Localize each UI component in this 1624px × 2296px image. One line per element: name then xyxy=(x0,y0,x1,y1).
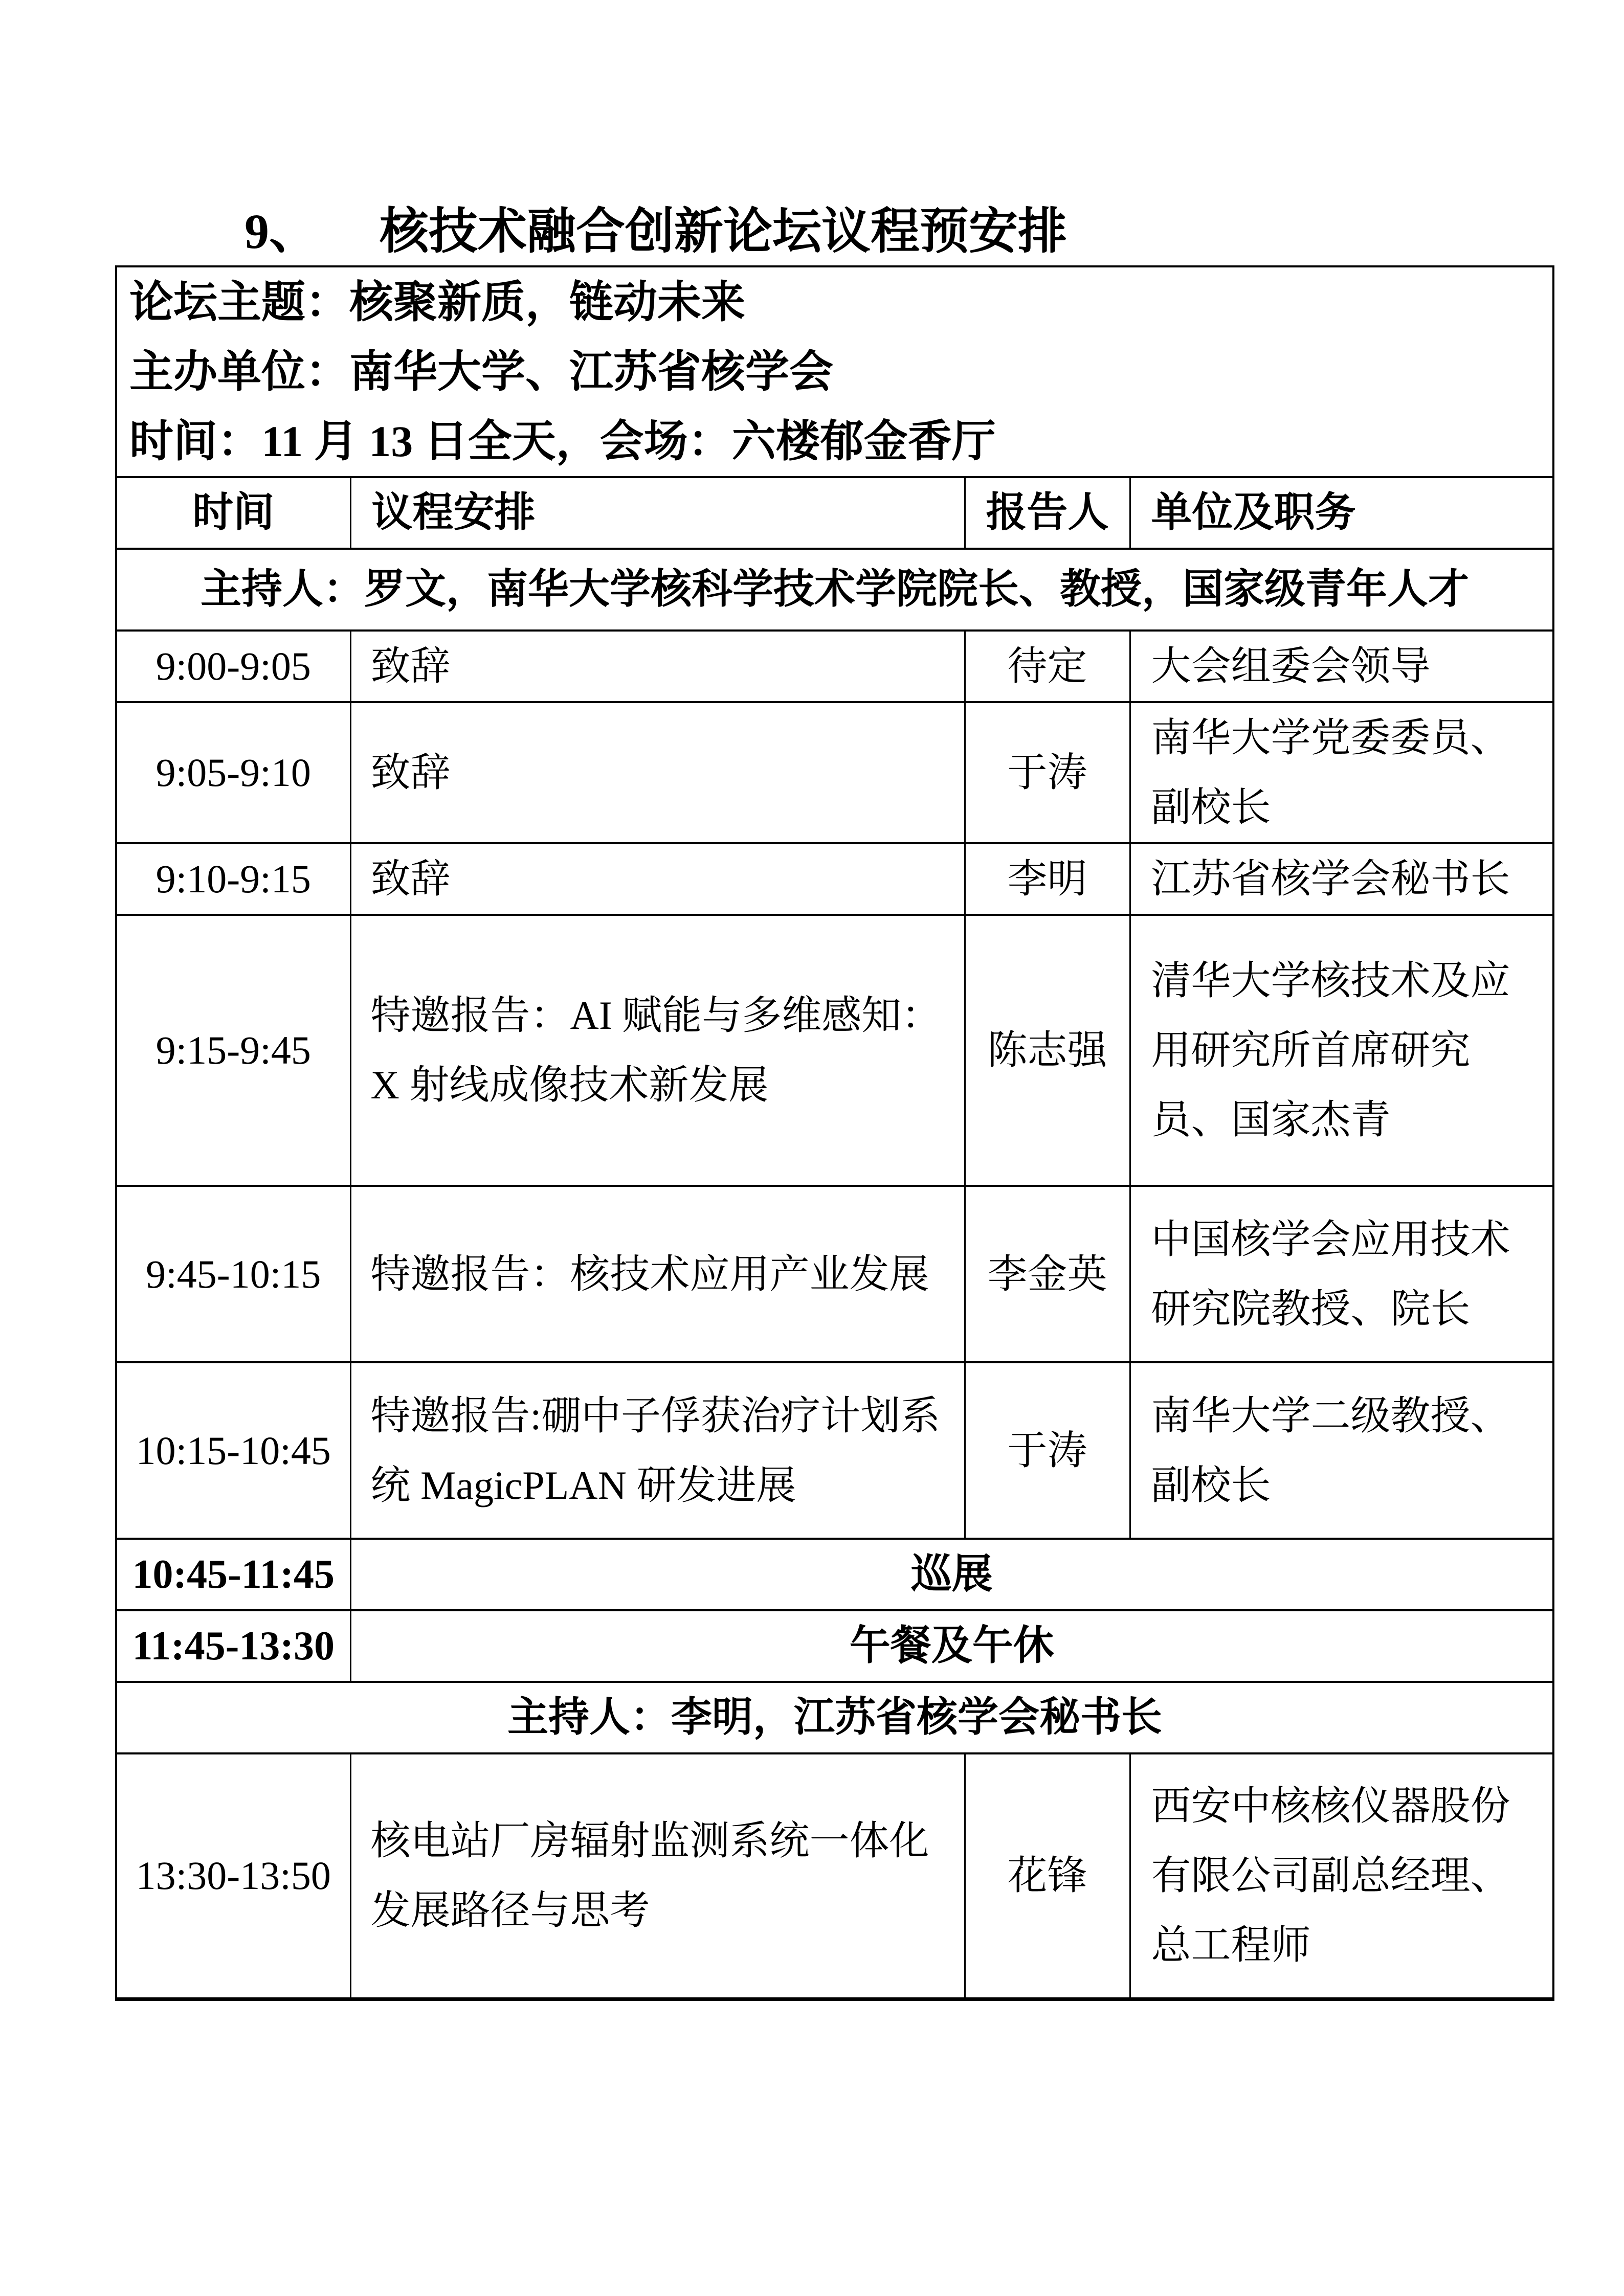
session-time: 10:15-10:45 xyxy=(136,1428,331,1473)
session-time: 9:10-9:15 xyxy=(155,857,311,901)
forum-host: 主办单位：南华大学、江苏省核学会 xyxy=(129,347,833,396)
table-row-exhibition xyxy=(116,1539,1553,1610)
session-org: 西安中核核仪器股份有限公司副总经理、总工程师 xyxy=(1130,1753,1553,1999)
session-agenda: 特邀报告:硼中子俘获治疗计划系统 MagicPLAN 研发进展 xyxy=(350,1362,965,1539)
session-speaker: 花锋 xyxy=(965,1753,1130,1999)
session-agenda: 特邀报告：AI 赋能与多维感知：X 射线成像技术新发展 xyxy=(350,915,965,1186)
forum-info-block xyxy=(116,266,1553,477)
session-org: 江苏省核学会秘书长 xyxy=(1130,843,1553,915)
moderator-row-1 xyxy=(116,549,1553,631)
col-header-agenda: 议程安排 xyxy=(350,477,965,549)
forum-datetime-venue: 时间：11 月 13 日全天，会场：六楼郁金香厅 xyxy=(129,417,996,466)
col-header-org: 单位及职务 xyxy=(1130,477,1553,549)
exhibition-label: 巡展 xyxy=(350,1539,1553,1610)
session-speaker: 李明 xyxy=(965,843,1130,915)
title-number: 9、 xyxy=(244,204,318,259)
session-agenda: 致辞 xyxy=(350,631,965,702)
table-row xyxy=(116,843,1553,915)
session-time: 9:05-9:10 xyxy=(155,750,311,795)
title-text: 核技术融合创新论坛议程预安排 xyxy=(380,204,1067,259)
table-row xyxy=(116,915,1553,1186)
col-header-speaker: 报告人 xyxy=(965,477,1130,549)
session-agenda: 特邀报告：核技术应用产业发展 xyxy=(350,1186,965,1362)
session-agenda: 核电站厂房辐射监测系统一体化发展路径与思考 xyxy=(350,1753,965,1999)
session-org: 南华大学党委委员、副校长 xyxy=(1130,702,1553,843)
session-time: 11:45-13:30 xyxy=(132,1624,335,1669)
session-time: 13:30-13:50 xyxy=(136,1853,331,1898)
session-speaker: 于涛 xyxy=(965,702,1130,843)
moderator-row-2 xyxy=(116,1682,1553,1753)
moderator-1-label: 主持人：罗文，南华大学核科学技术学院院长、教授，国家级青年人才 xyxy=(201,567,1469,612)
session-org: 中国核学会应用技术研究院教授、院长 xyxy=(1130,1186,1553,1362)
col-header-time: 时间 xyxy=(192,490,275,535)
session-org: 南华大学二级教授、副校长 xyxy=(1130,1362,1553,1539)
lunch-label: 午餐及午休 xyxy=(350,1610,1553,1682)
moderator-2-label: 主持人：李明，江苏省核学会秘书长 xyxy=(507,1695,1162,1740)
session-time: 10:45-11:45 xyxy=(132,1552,335,1597)
session-time: 9:45-10:15 xyxy=(146,1251,321,1296)
session-org: 大会组委会领导 xyxy=(1130,631,1553,702)
session-speaker: 李金英 xyxy=(965,1186,1130,1362)
session-speaker: 陈志强 xyxy=(965,915,1130,1186)
session-speaker: 待定 xyxy=(965,631,1130,702)
page-title xyxy=(244,204,1624,259)
table-row xyxy=(116,1753,1553,1999)
table-row xyxy=(116,702,1553,843)
session-org: 清华大学核技术及应用研究所首席研究员、国家杰青 xyxy=(1130,915,1553,1186)
table-row xyxy=(116,631,1553,702)
session-time: 9:00-9:05 xyxy=(155,644,311,688)
session-time: 9:15-9:45 xyxy=(155,1028,311,1072)
table-row-lunch xyxy=(116,1610,1553,1682)
session-agenda: 致辞 xyxy=(350,702,965,843)
agenda-table xyxy=(115,265,1554,2001)
session-speaker: 于涛 xyxy=(965,1362,1130,1539)
table-row xyxy=(116,1362,1553,1539)
session-agenda: 致辞 xyxy=(350,843,965,915)
table-row xyxy=(116,1186,1553,1362)
table-header-row xyxy=(116,477,1553,549)
forum-theme: 论坛主题：核聚新质，链动未来 xyxy=(129,278,745,327)
